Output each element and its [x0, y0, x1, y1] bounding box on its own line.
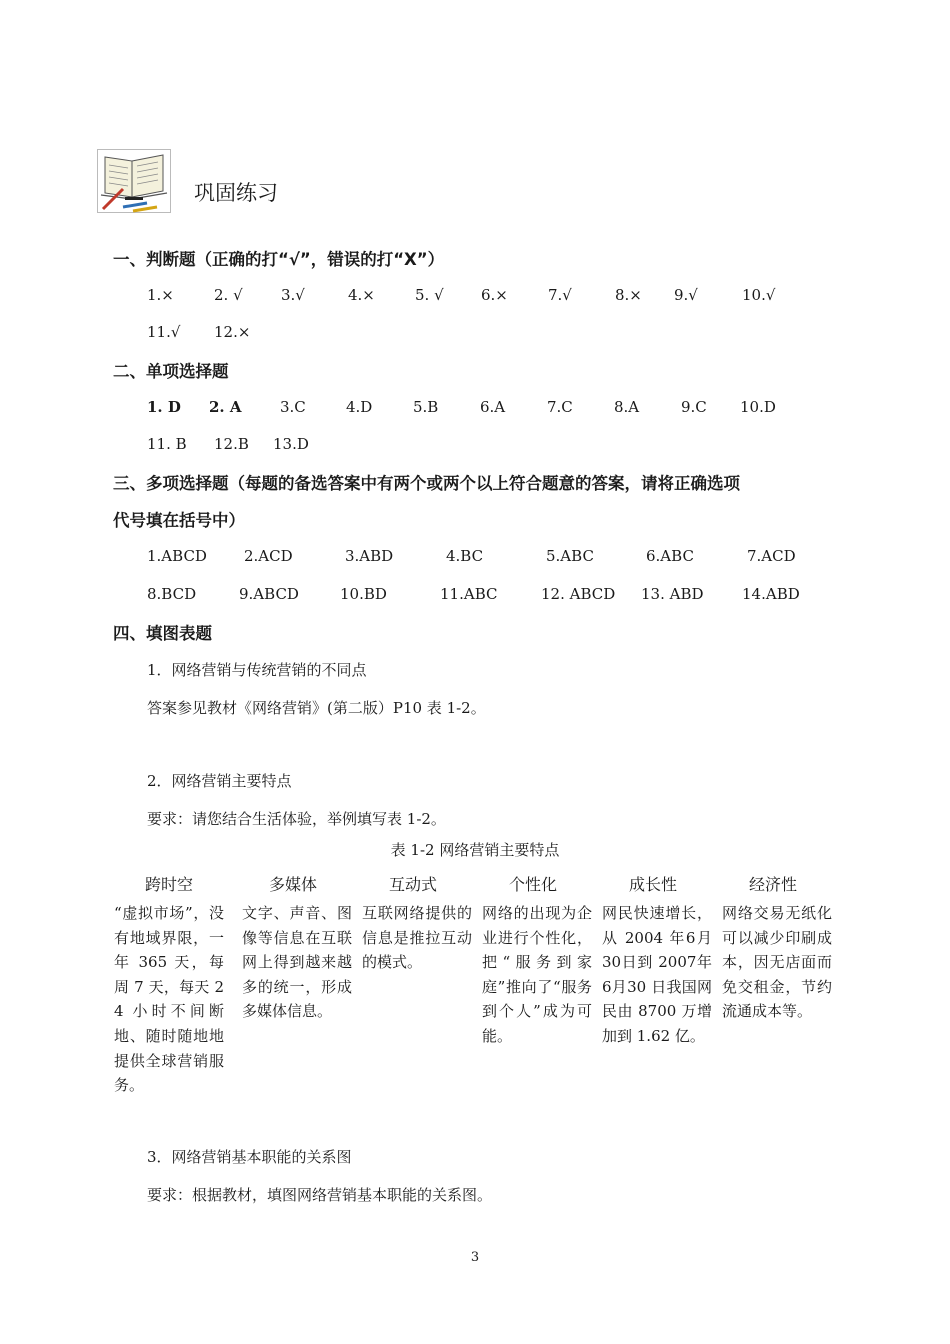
answer-item: 6.ABC	[646, 547, 694, 565]
answer-item: 3.√	[281, 286, 305, 304]
answer-item: 2.ACD	[244, 547, 293, 565]
open-book-icon	[97, 149, 171, 213]
answer-item: 6.×	[481, 286, 508, 304]
answer-item: 1.ABCD	[147, 547, 207, 565]
answer-text: 答案参见教材《网络营销》(第二版）P10 表 1-2。	[147, 699, 486, 717]
answer-item: 9.√	[674, 286, 698, 304]
answer-item: 2. √	[214, 286, 243, 304]
answer-item: 8.A	[614, 398, 640, 416]
requirement-text: 要求：请您结合生活体验，举例填写表 1-2。	[147, 810, 446, 828]
answer-item: 4.×	[348, 286, 375, 304]
answer-row	[0, 585, 950, 605]
table-cell: “虚拟市场”，没有地域界限，一年 365 天，每周 7 天，每天 24 小时不间断地、随时随地地提供全球营销服务。	[114, 904, 224, 1095]
table-header-cell: 多媒体	[268, 875, 317, 894]
answer-row	[0, 286, 950, 306]
answer-row	[0, 435, 950, 455]
table-cell: 网络交易无纸化可以减少印刷成本，因无店面而免交租金，节约流通成本等。	[722, 904, 832, 1021]
table-cell: 网络的出现为企业进行个性化，把“服务到家庭”推向了“服务到个人”成为可能。	[482, 904, 592, 1045]
question-title: 2．网络营销主要特点	[147, 772, 292, 790]
answer-row	[0, 398, 950, 418]
page-number: 3	[470, 1250, 480, 1265]
answer-item: 10.BD	[340, 585, 387, 603]
answer-item: 3.C	[280, 398, 306, 416]
table-header-cell: 个性化	[508, 875, 557, 894]
answer-item: 5. √	[415, 286, 444, 304]
section-heading-single-choice: 二、单项选择题	[113, 362, 229, 381]
answer-item: 14.ABD	[742, 585, 800, 603]
header-title: 巩固练习	[194, 181, 278, 205]
section-heading-fill-chart: 四、填图表题	[113, 624, 212, 643]
table-header-cell: 成长性	[628, 875, 677, 894]
section-heading-true-false: 一、判断题（正确的打“√”，错误的打“X”）	[113, 250, 445, 269]
table-cell: 互联网络提供的信息是推拉互动的模式。	[362, 904, 472, 972]
answer-item: 1. D	[147, 398, 181, 416]
answer-row	[0, 323, 950, 343]
answer-item: 7.ACD	[747, 547, 796, 565]
answer-item: 10.√	[742, 286, 776, 304]
answer-item: 5.B	[413, 398, 439, 416]
answer-item: 8.×	[615, 286, 642, 304]
answer-item: 4.BC	[446, 547, 484, 565]
answer-item: 4.D	[346, 398, 373, 416]
table-header-cell: 跨时空	[144, 875, 193, 894]
answer-item: 1.×	[147, 286, 174, 304]
answer-item: 11.ABC	[440, 585, 498, 603]
answer-item: 12. ABCD	[541, 585, 616, 603]
answer-item: 11. B	[147, 435, 187, 453]
question-title: 3．网络营销基本职能的关系图	[147, 1148, 352, 1166]
answer-item: 9.C	[681, 398, 707, 416]
answer-item: 12.B	[214, 435, 249, 453]
table-cell: 网民快速增长，从 2004 年6月30日到 2007年6月30 日我国网民由 8700 万增加到 1.62 亿。	[602, 904, 712, 1045]
answer-item: 12.×	[214, 323, 251, 341]
answer-item: 3.ABD	[345, 547, 394, 565]
table-caption: 表 1-2 网络营销主要特点	[390, 841, 560, 859]
answer-item: 2. A	[209, 398, 242, 416]
answer-item: 13.D	[273, 435, 309, 453]
answer-item: 7.C	[547, 398, 573, 416]
answer-item: 5.ABC	[546, 547, 594, 565]
answer-item: 9.ABCD	[239, 585, 299, 603]
answer-item: 6.A	[480, 398, 506, 416]
table-header-cell: 互动式	[388, 875, 437, 894]
requirement-text: 要求：根据教材，填图网络营销基本职能的关系图。	[147, 1186, 493, 1204]
answer-item: 13. ABD	[641, 585, 704, 603]
table-header-cell: 经济性	[748, 875, 797, 894]
table-cell: 文字、声音、图像等信息在互联网上得到越来越多的统一，形成多媒体信息。	[242, 904, 352, 1021]
section-heading-multi-choice-cont: 代号填在括号中）	[113, 511, 245, 530]
answer-item: 10.D	[740, 398, 776, 416]
section-heading-multi-choice: 三、多项选择题（每题的备选答案中有两个或两个以上符合题意的答案，请将正确选项	[113, 474, 740, 493]
answer-item: 7.√	[548, 286, 572, 304]
question-title: 1．网络营销与传统营销的不同点	[147, 661, 367, 679]
answer-row	[0, 547, 950, 567]
answer-item: 8.BCD	[147, 585, 197, 603]
answer-item: 11.√	[147, 323, 181, 341]
